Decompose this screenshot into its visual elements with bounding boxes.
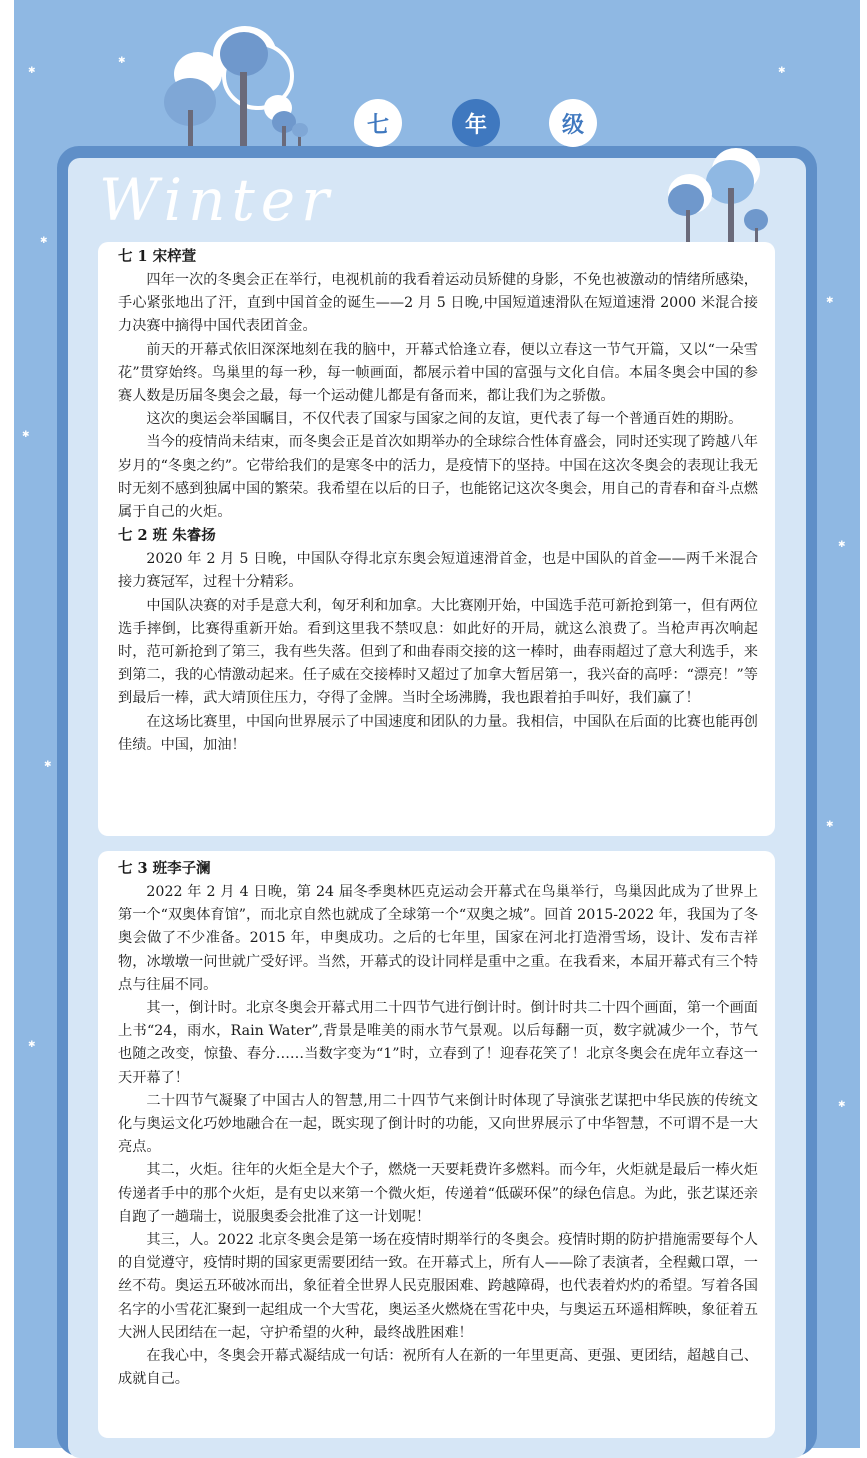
winter-script-title: [95, 150, 335, 240]
snowflake-icon: ✱: [28, 1040, 36, 1050]
snowflake-icon: ✱: [40, 236, 48, 246]
essay-paragraph: 其一，倒计时。北京冬奥会开幕式用二十四节气进行倒计时。倒计时共二十四个画面，第一个画面上书“24，雨水，Rain Water”,背景是唯美的雨水节气景观。以后每翻一页，数字就减少一个，节气也随之改变，惊蛰、春分……当数字变为“1”时，立春到了！迎春花笑了！北京冬奥会在虎年立春这一天开幕了！: [118, 1000, 758, 1086]
essay-paragraph: 其二，火炬。往年的火炬全是大个子，燃烧一天要耗费许多燃料。而今年，火炬就是最后一棒火炬传递者手中的那个火炬，是有史以来第一个微火炬，传递着“低碳环保”的绿色信息。为此，张艺谋还亲自跑了一趟瑞士，说服奥委会批准了这一计划呢！: [118, 1162, 758, 1225]
snowflake-icon: ✱: [826, 296, 834, 306]
essay-paragraph: 前天的开幕式依旧深深地刻在我的脑中，开幕式恰逢立春，便以立春这一节气开篇，又以“一朵雪花”贯穿始终。鸟巢里的每一秒，每一帧画面，都展示着中国的富强与文化自信。本届冬奥会中国的参赛人数是历届冬奥会之最，每一个运动健儿都是有备而来，都让我们为之骄傲。: [118, 341, 758, 405]
snowflake-icon: ✱: [44, 760, 52, 770]
essay-card: [98, 242, 775, 836]
snowflake-icon: ✱: [826, 820, 834, 830]
winter-script-text: Winter: [99, 166, 335, 234]
grade-character: 级: [549, 99, 597, 147]
essay-heading: 七 1 宋梓萱: [118, 248, 197, 265]
snowflake-icon: ✱: [838, 1100, 846, 1110]
essay-heading: 七 3 班李子澜: [118, 860, 211, 877]
snowy-trees-illustration: [150, 16, 320, 150]
snowflake-icon: ✱: [28, 66, 36, 76]
grade-character: 七: [354, 99, 402, 147]
essay-paragraph: 四年一次的冬奥会正在举行，电视机前的我看着运动员矫健的身影，不免也被激动的情绪所感染，手心紧张地出了汗，直到中国首金的诞生——2 月 5 日晚,中国短道速滑队在短道速滑 2000 米混合接力决赛中摘得中国代表团首金。: [118, 272, 758, 335]
snowflake-icon: ✱: [22, 430, 30, 440]
essay-paragraph: 在我心中，冬奥会开幕式凝结成一句话：祝所有人在新的一年里更高、更强、更团结，超越自己、成就自己。: [118, 1348, 758, 1388]
essay-card: [98, 851, 775, 1438]
essay-paragraph: 其三，人。2022 北京冬奥会是第一场在疫情时期举行的冬奥会。疫情时期的防护措施需要每个人的自觉遵守，疫情时期的国家更需要团结一致。在开幕式上，所有人——除了表演者，全程戴口罩，一丝不苟。奥运五环破冰而出，象征着全世界人民克服困难、跨越障碍，也代表着灼灼的希望。写着各国名字的小雪花汇聚到一起组成一个大雪花，奥运圣火燃烧在雪花中央，与奥运五环遥相辉映，象征着五大洲人民团结在一起，守护希望的火种，最终战胜困难！: [118, 1232, 758, 1341]
snowflake-icon: ✱: [118, 56, 126, 66]
essay-paragraph: 当今的疫情尚未结束，而冬奥会正是首次如期举办的全球综合性体育盛会，同时还实现了跨越八年岁月的“冬奥之约”。它带给我们的是寒冬中的活力，是疫情下的坚持。中国在这次冬奥会的表现让我无时无刻不感到独属中国的繁荣。我希望在以后的日子，也能铭记这次冬奥会，用自己的青春和奋斗点燃属于自己的火炬。: [118, 434, 758, 521]
snowflake-icon: ✱: [838, 540, 846, 550]
essay-paragraph: 2022 年 2 月 4 日晚，第 24 届冬季奥林匹克运动会开幕式在鸟巢举行，鸟巢因此成为了世界上第一个“双奥体育馆”，而北京自然也就成了全球第一个“双奥之城”。回首 2015-2022 年，我国为了冬奥会做了不少准备。2015 年，申奥成功。之后的七年里，国家在河北打造滑雪场，设计、发布吉祥物，冰墩墩一问世就广受好评。当然，开幕式的设计同样是重中之重。在我看来，本届开幕式有三个特点与往届不同。: [118, 884, 758, 993]
essay-paragraph: 这次的奥运会举国瞩目，不仅代表了国家与国家之间的友谊，更代表了每一个普通百姓的期盼。: [146, 411, 743, 428]
grade-character: 年: [452, 99, 500, 147]
snowy-trees-illustration: [660, 144, 780, 244]
essay-paragraph: 在这场比赛里，中国向世界展示了中国速度和团队的力量。我相信，中国队在后面的比赛也能再创佳绩。中国，加油！: [118, 713, 758, 753]
essay-paragraph: 2020 年 2 月 5 日晚，中国队夺得北京东奥会短道速滑首金，也是中国队的首金——两千米混合接力赛冠军，过程十分精彩。: [118, 551, 758, 591]
essay-heading: 七 2 班 朱睿扬: [118, 527, 216, 545]
essay-paragraph: 中国队决赛的对手是意大利，匈牙利和加拿。大比赛刚开始，中国选手范可新抢到第一，但有两位选手摔倒，比赛得重新开始。看到这里我不禁叹息：如此好的开局，就这么浪费了。当枪声再次响起时，范可新抢到了第三，我有些失落。但到了和曲春雨交接的这一棒时，曲春雨超过了意大利选手，来到第二，我的心情激动起来。任子威在交接棒时又超过了加拿大暂居第一，我兴奋的高呼：“漂亮！”等到最后一棒，武大靖顶住压力，夺得了金牌。当时全场沸腾，我也跟着拍手叫好，我们赢了！: [118, 597, 758, 707]
snowflake-icon: ✱: [778, 66, 786, 76]
essay-paragraph: 二十四节气凝聚了中国古人的智慧,用二十四节气来倒计时体现了导演张艺谋把中华民族的传统文化与奥运文化巧妙地融合在一起，既实现了倒计时的功能，又向世界展示了中华智慧，不可谓不是一大亮点。: [118, 1092, 758, 1156]
